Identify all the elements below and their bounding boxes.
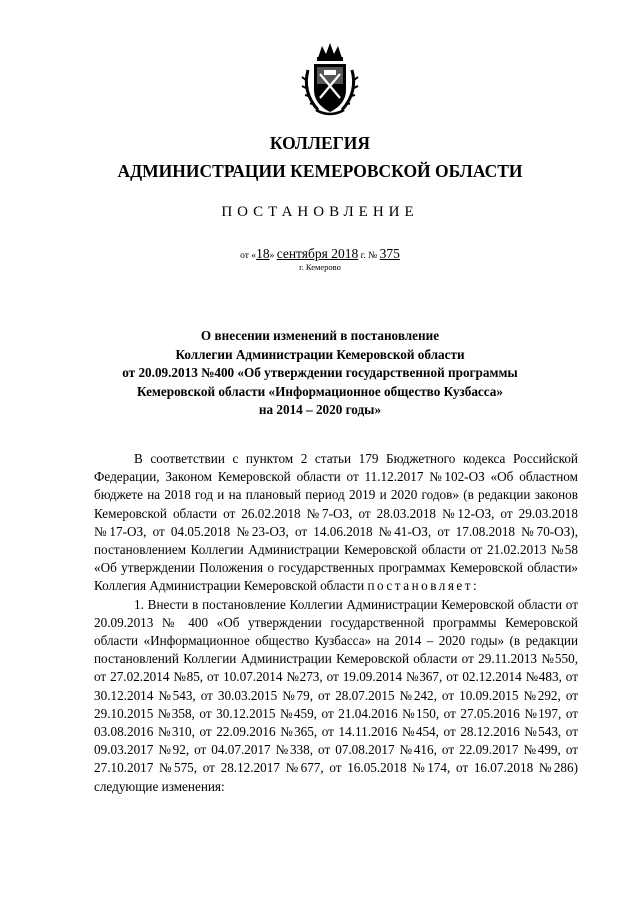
preamble-text: В соответствии с пунктом 2 статьи 179 Бюджетного кодекса Российской Федерации, Законом Кемеровской области от 11.12.2017 №102-ОЗ «Об областном бюджете на 2018 год и на плановый период 2019 и 2020 годов» (в редакции законов Кемеровской области от 26.02.2018 №7-ОЗ, от 28.03.2018 №12-ОЗ, от 29.03.2018 №17-ОЗ, от 04.05.2018 №23-ОЗ, от 14.06.2018 №41-ОЗ, от 17.08.2018 №70-ОЗ), постановлением Коллегии Администрации Кемеровской области от 21.02.2013 №58 «Об утверждении Положения о государственных программах Кемеровской области» Коллегия Администрации Кемеровской области <box>94 451 578 594</box>
subject-line: на 2014 – 2020 годы» <box>258 402 382 418</box>
date-prefix: от « <box>240 251 257 261</box>
subject-line: Кемеровской области «Информационное общество Кузбасса» <box>137 383 503 399</box>
date-mid: » <box>269 251 277 261</box>
doc-type-title: ПОСТАНОВЛЕНИЕ <box>221 204 419 220</box>
paragraph-item-1: 1. Внести в постановление Коллегии Администрации Кемеровской области от 20.09.2013 № 400 «Об утверждении государственной программы Кемеровской области «Информационное общество Кузбасса» на 2014 – 2020 годы» (в редакции постановлений Коллегии Администрации Кемеровской области от 29.11.2013 №550, от 27.02.2014 №85, от 10.07.2014 №273, от 19.09.2014 №367, от 02.12.2014 №483, от 30.12.2014 №543, от 30.03.2015 №79, от 28.07.2015 №242, от 10.09.2015 №292, от 29.10.2015 №358, от 30.12.2015 №459, от 21.04.2016 №150, от 27.05.2016 №197, от 03.08.2016 №310, от 22.09.2016 №365, от 14.11.2016 №454, от 28.12.2016 №543, от 09.03.2017 №92, от 04.07.2017 №338, от 07.08.2017 №416, от 22.09.2017 №499, от 27.10.2017 №575, от 28.12.2017 №677, от 16.05.2018 №174, от 16.07.2018 №286) следующие изменения: <box>94 596 578 794</box>
org-line-1: КОЛЛЕГИЯ <box>269 133 371 153</box>
date-suffix: г. № <box>358 251 380 261</box>
resolves-word: постановляет: <box>367 578 480 594</box>
paragraph-preamble <box>94 450 578 596</box>
subject-block <box>0 327 640 420</box>
date-day: 18 <box>256 246 270 261</box>
org-line-2: АДМИНИСТРАЦИИ КЕМЕРОВСКОЙ ОБЛАСТИ <box>117 161 523 181</box>
subject-line: Коллегии Администрации Кемеровской области <box>175 346 465 362</box>
dateline <box>0 246 640 262</box>
subject-line: от 20.09.2013 №400 «Об утверждении государственной программы <box>122 365 518 381</box>
doc-number: 375 <box>379 246 400 261</box>
body-text <box>94 450 578 796</box>
date-month-year: сентября 2018 <box>276 246 359 261</box>
city-label: г. Кемерово <box>299 262 341 272</box>
coat-of-arms-icon <box>300 40 360 118</box>
subject-line: О внесении изменений в постановление <box>200 328 440 343</box>
